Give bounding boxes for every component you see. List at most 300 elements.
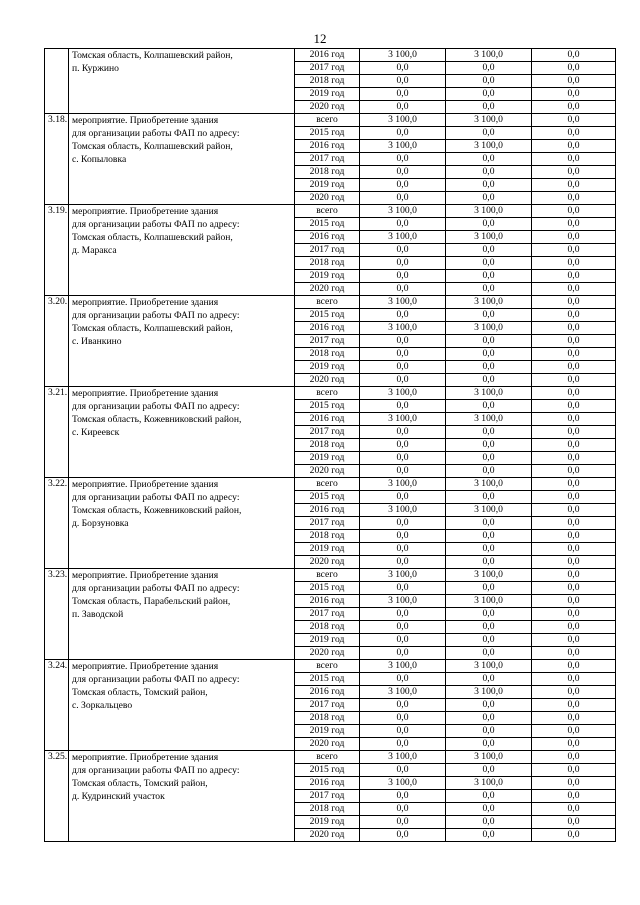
regional-budget-cell: 0,0 — [446, 75, 532, 88]
total-value-cell: 0,0 — [360, 75, 446, 88]
year-cell: 2015 год — [295, 764, 360, 777]
regional-budget-cell: 0,0 — [446, 361, 532, 374]
description-line: мероприятие. Приобретение здания — [72, 752, 219, 763]
total-value-cell: 3 100,0 — [360, 478, 446, 491]
year-cell: 2016 год — [295, 140, 360, 153]
regional-budget-cell: 3 100,0 — [446, 49, 532, 62]
regional-budget-cell: 3 100,0 — [446, 205, 532, 218]
description-line: с. Зоркальцево — [72, 700, 133, 711]
total-value-cell: 0,0 — [360, 452, 446, 465]
other-source-cell: 0,0 — [532, 348, 616, 361]
total-value-cell: 0,0 — [360, 101, 446, 114]
year-cell: всего — [295, 751, 360, 764]
description-line: мероприятие. Приобретение здания — [72, 570, 219, 581]
regional-budget-cell: 0,0 — [446, 257, 532, 270]
description-line: мероприятие. Приобретение здания — [72, 479, 219, 490]
other-source-cell: 0,0 — [532, 452, 616, 465]
other-source-cell: 0,0 — [532, 387, 616, 400]
year-cell: 2016 год — [295, 595, 360, 608]
year-cell: 2017 год — [295, 790, 360, 803]
total-value-cell: 0,0 — [360, 491, 446, 504]
other-source-cell: 0,0 — [532, 426, 616, 439]
total-value-cell: 0,0 — [360, 127, 446, 140]
description-line: п. Заводской — [72, 609, 124, 620]
total-value-cell: 0,0 — [360, 465, 446, 478]
description-line: с. Киреевск — [72, 427, 120, 438]
regional-budget-cell: 0,0 — [446, 582, 532, 595]
regional-budget-cell: 0,0 — [446, 816, 532, 829]
other-source-cell: 0,0 — [532, 530, 616, 543]
other-source-cell: 0,0 — [532, 309, 616, 322]
page-number: 12 — [313, 31, 327, 46]
year-cell: 2020 год — [295, 101, 360, 114]
year-cell: 2016 год — [295, 504, 360, 517]
item-number: 3.20. — [45, 296, 69, 387]
item-number: 3.25. — [45, 751, 69, 842]
year-cell: 2016 год — [295, 49, 360, 62]
total-value-cell: 0,0 — [360, 244, 446, 257]
other-source-cell: 0,0 — [532, 413, 616, 426]
description-line: мероприятие. Приобретение здания — [72, 297, 219, 308]
regional-budget-cell: 0,0 — [446, 725, 532, 738]
year-cell: всего — [295, 660, 360, 673]
description-line: мероприятие. Приобретение здания — [72, 388, 219, 399]
regional-budget-cell: 0,0 — [446, 153, 532, 166]
year-cell: 2020 год — [295, 647, 360, 660]
year-cell: 2020 год — [295, 374, 360, 387]
regional-budget-cell: 0,0 — [446, 270, 532, 283]
description-line: с. Копыловка — [72, 154, 127, 165]
other-source-cell: 0,0 — [532, 283, 616, 296]
total-value-cell: 0,0 — [360, 608, 446, 621]
regional-budget-cell: 0,0 — [446, 101, 532, 114]
other-source-cell: 0,0 — [532, 88, 616, 101]
regional-budget-cell: 3 100,0 — [446, 231, 532, 244]
description-line: для организации работы ФАП по адресу: — [72, 583, 240, 594]
other-source-cell: 0,0 — [532, 439, 616, 452]
other-source-cell: 0,0 — [532, 75, 616, 88]
description-line: д. Борзуновка — [72, 518, 129, 529]
budget-table-body — [45, 49, 616, 842]
regional-budget-cell: 3 100,0 — [446, 660, 532, 673]
regional-budget-cell: 0,0 — [446, 608, 532, 621]
other-source-cell: 0,0 — [532, 491, 616, 504]
regional-budget-cell: 0,0 — [446, 127, 532, 140]
budget-table — [44, 48, 616, 842]
description-line: мероприятие. Приобретение здания — [72, 661, 219, 672]
regional-budget-cell: 0,0 — [446, 166, 532, 179]
year-cell: 2020 год — [295, 465, 360, 478]
description-line: для организации работы ФАП по адресу: — [72, 765, 240, 776]
other-source-cell: 0,0 — [532, 699, 616, 712]
total-value-cell: 0,0 — [360, 556, 446, 569]
table-row — [45, 49, 616, 62]
item-number: 3.24. — [45, 660, 69, 751]
item-description — [69, 387, 295, 478]
total-value-cell: 0,0 — [360, 543, 446, 556]
table-row — [45, 569, 616, 582]
total-value-cell: 0,0 — [360, 179, 446, 192]
year-cell: 2015 год — [295, 218, 360, 231]
regional-budget-cell: 0,0 — [446, 712, 532, 725]
table-row — [45, 478, 616, 491]
regional-budget-cell: 3 100,0 — [446, 140, 532, 153]
other-source-cell: 0,0 — [532, 790, 616, 803]
regional-budget-cell: 0,0 — [446, 439, 532, 452]
other-source-cell: 0,0 — [532, 361, 616, 374]
regional-budget-cell: 3 100,0 — [446, 322, 532, 335]
other-source-cell: 0,0 — [532, 192, 616, 205]
description-line: Томская область, Томский район, — [72, 687, 208, 698]
year-cell: 2017 год — [295, 426, 360, 439]
table-row — [45, 114, 616, 127]
regional-budget-cell: 0,0 — [446, 426, 532, 439]
regional-budget-cell: 0,0 — [446, 283, 532, 296]
regional-budget-cell: 3 100,0 — [446, 751, 532, 764]
total-value-cell: 0,0 — [360, 738, 446, 751]
year-cell: 2016 год — [295, 777, 360, 790]
description-line: Томская область, Кожевниковский район, — [72, 505, 242, 516]
year-cell: 2015 год — [295, 582, 360, 595]
description-line: мероприятие. Приобретение здания — [72, 115, 219, 126]
total-value-cell: 0,0 — [360, 192, 446, 205]
year-cell: 2018 год — [295, 803, 360, 816]
regional-budget-cell: 0,0 — [446, 829, 532, 842]
other-source-cell: 0,0 — [532, 647, 616, 660]
other-source-cell: 0,0 — [532, 62, 616, 75]
regional-budget-cell: 0,0 — [446, 634, 532, 647]
regional-budget-cell: 0,0 — [446, 88, 532, 101]
regional-budget-cell: 0,0 — [446, 465, 532, 478]
description-line: д. Кудринский участок — [72, 791, 165, 802]
year-cell: 2018 год — [295, 75, 360, 88]
total-value-cell: 0,0 — [360, 335, 446, 348]
year-cell: 2019 год — [295, 88, 360, 101]
regional-budget-cell: 0,0 — [446, 738, 532, 751]
other-source-cell: 0,0 — [532, 205, 616, 218]
total-value-cell: 0,0 — [360, 634, 446, 647]
regional-budget-cell: 0,0 — [446, 309, 532, 322]
other-source-cell: 0,0 — [532, 296, 616, 309]
year-cell: 2019 год — [295, 361, 360, 374]
regional-budget-cell: 0,0 — [446, 400, 532, 413]
other-source-cell: 0,0 — [532, 686, 616, 699]
other-source-cell: 0,0 — [532, 517, 616, 530]
year-cell: 2017 год — [295, 335, 360, 348]
item-description — [69, 478, 295, 569]
total-value-cell: 3 100,0 — [360, 595, 446, 608]
year-cell: 2017 год — [295, 517, 360, 530]
other-source-cell: 0,0 — [532, 829, 616, 842]
item-number: 3.22. — [45, 478, 69, 569]
regional-budget-cell: 0,0 — [446, 647, 532, 660]
regional-budget-cell: 3 100,0 — [446, 387, 532, 400]
other-source-cell: 0,0 — [532, 738, 616, 751]
other-source-cell: 0,0 — [532, 153, 616, 166]
other-source-cell: 0,0 — [532, 478, 616, 491]
other-source-cell: 0,0 — [532, 231, 616, 244]
description-line: д. Маракса — [72, 245, 117, 256]
total-value-cell: 0,0 — [360, 374, 446, 387]
total-value-cell: 0,0 — [360, 270, 446, 283]
other-source-cell: 0,0 — [532, 634, 616, 647]
total-value-cell: 3 100,0 — [360, 413, 446, 426]
description-line: Томская область, Колпашевский район, — [72, 50, 233, 61]
total-value-cell: 0,0 — [360, 712, 446, 725]
total-value-cell: 3 100,0 — [360, 504, 446, 517]
other-source-cell: 0,0 — [532, 803, 616, 816]
total-value-cell: 3 100,0 — [360, 231, 446, 244]
year-cell: 2017 год — [295, 244, 360, 257]
other-source-cell: 0,0 — [532, 764, 616, 777]
other-source-cell: 0,0 — [532, 270, 616, 283]
regional-budget-cell: 0,0 — [446, 790, 532, 803]
other-source-cell: 0,0 — [532, 322, 616, 335]
year-cell: 2017 год — [295, 699, 360, 712]
description-line: для организации работы ФАП по адресу: — [72, 674, 240, 685]
other-source-cell: 0,0 — [532, 673, 616, 686]
total-value-cell: 0,0 — [360, 88, 446, 101]
year-cell: 2018 год — [295, 348, 360, 361]
other-source-cell: 0,0 — [532, 621, 616, 634]
total-value-cell: 0,0 — [360, 764, 446, 777]
item-number: 3.19. — [45, 205, 69, 296]
description-line: Томская область, Кожевниковский район, — [72, 414, 242, 425]
other-source-cell: 0,0 — [532, 608, 616, 621]
regional-budget-cell: 0,0 — [446, 192, 532, 205]
item-description — [69, 114, 295, 205]
regional-budget-cell: 0,0 — [446, 517, 532, 530]
table-row — [45, 660, 616, 673]
item-description — [69, 296, 295, 387]
total-value-cell: 3 100,0 — [360, 686, 446, 699]
year-cell: 2020 год — [295, 738, 360, 751]
total-value-cell: 0,0 — [360, 348, 446, 361]
year-cell: всего — [295, 296, 360, 309]
total-value-cell: 0,0 — [360, 829, 446, 842]
item-description — [69, 660, 295, 751]
other-source-cell: 0,0 — [532, 49, 616, 62]
description-line: для организации работы ФАП по адресу: — [72, 310, 240, 321]
year-cell: 2020 год — [295, 556, 360, 569]
year-cell: 2018 год — [295, 439, 360, 452]
item-number: 3.18. — [45, 114, 69, 205]
total-value-cell: 0,0 — [360, 647, 446, 660]
other-source-cell: 0,0 — [532, 543, 616, 556]
regional-budget-cell: 0,0 — [446, 452, 532, 465]
total-value-cell: 0,0 — [360, 621, 446, 634]
year-cell: 2019 год — [295, 543, 360, 556]
other-source-cell: 0,0 — [532, 101, 616, 114]
other-source-cell: 0,0 — [532, 179, 616, 192]
regional-budget-cell: 0,0 — [446, 803, 532, 816]
total-value-cell: 0,0 — [360, 816, 446, 829]
regional-budget-cell: 3 100,0 — [446, 413, 532, 426]
year-cell: 2015 год — [295, 491, 360, 504]
total-value-cell: 3 100,0 — [360, 660, 446, 673]
other-source-cell: 0,0 — [532, 660, 616, 673]
year-cell: 2015 год — [295, 127, 360, 140]
year-cell: 2016 год — [295, 686, 360, 699]
year-cell: 2018 год — [295, 712, 360, 725]
total-value-cell: 0,0 — [360, 257, 446, 270]
regional-budget-cell: 3 100,0 — [446, 296, 532, 309]
other-source-cell: 0,0 — [532, 569, 616, 582]
regional-budget-cell: 3 100,0 — [446, 504, 532, 517]
regional-budget-cell: 0,0 — [446, 673, 532, 686]
regional-budget-cell: 0,0 — [446, 556, 532, 569]
other-source-cell: 0,0 — [532, 400, 616, 413]
regional-budget-cell: 0,0 — [446, 530, 532, 543]
regional-budget-cell: 3 100,0 — [446, 686, 532, 699]
description-line: Томская область, Томский район, — [72, 778, 208, 789]
regional-budget-cell: 0,0 — [446, 348, 532, 361]
total-value-cell: 0,0 — [360, 699, 446, 712]
total-value-cell: 3 100,0 — [360, 140, 446, 153]
total-value-cell: 0,0 — [360, 530, 446, 543]
table-row — [45, 751, 616, 764]
year-cell: всего — [295, 569, 360, 582]
total-value-cell: 0,0 — [360, 582, 446, 595]
regional-budget-cell: 3 100,0 — [446, 114, 532, 127]
total-value-cell: 3 100,0 — [360, 114, 446, 127]
other-source-cell: 0,0 — [532, 140, 616, 153]
total-value-cell: 0,0 — [360, 283, 446, 296]
other-source-cell: 0,0 — [532, 751, 616, 764]
regional-budget-cell: 0,0 — [446, 62, 532, 75]
other-source-cell: 0,0 — [532, 816, 616, 829]
year-cell: 2020 год — [295, 192, 360, 205]
total-value-cell: 0,0 — [360, 790, 446, 803]
year-cell: 2020 год — [295, 283, 360, 296]
description-line: для организации работы ФАП по адресу: — [72, 492, 240, 503]
regional-budget-cell: 0,0 — [446, 218, 532, 231]
year-cell: 2016 год — [295, 413, 360, 426]
total-value-cell: 3 100,0 — [360, 569, 446, 582]
regional-budget-cell: 0,0 — [446, 543, 532, 556]
other-source-cell: 0,0 — [532, 725, 616, 738]
other-source-cell: 0,0 — [532, 595, 616, 608]
total-value-cell: 3 100,0 — [360, 777, 446, 790]
table-row — [45, 205, 616, 218]
year-cell: 2018 год — [295, 530, 360, 543]
regional-budget-cell: 3 100,0 — [446, 595, 532, 608]
description-line: для организации работы ФАП по адресу: — [72, 219, 240, 230]
description-line: Томская область, Колпашевский район, — [72, 232, 233, 243]
year-cell: всего — [295, 205, 360, 218]
regional-budget-cell: 0,0 — [446, 244, 532, 257]
year-cell: 2015 год — [295, 400, 360, 413]
year-cell: 2019 год — [295, 179, 360, 192]
other-source-cell: 0,0 — [532, 465, 616, 478]
total-value-cell: 0,0 — [360, 166, 446, 179]
total-value-cell: 0,0 — [360, 62, 446, 75]
regional-budget-cell: 3 100,0 — [446, 777, 532, 790]
table-row — [45, 387, 616, 400]
other-source-cell: 0,0 — [532, 777, 616, 790]
other-source-cell: 0,0 — [532, 335, 616, 348]
description-line: п. Куржино — [72, 63, 119, 74]
table-row — [45, 296, 616, 309]
description-line: с. Иванкино — [72, 336, 122, 347]
regional-budget-cell: 3 100,0 — [446, 478, 532, 491]
other-source-cell: 0,0 — [532, 504, 616, 517]
regional-budget-cell: 0,0 — [446, 699, 532, 712]
item-number — [45, 49, 69, 114]
regional-budget-cell: 3 100,0 — [446, 569, 532, 582]
total-value-cell: 0,0 — [360, 517, 446, 530]
total-value-cell: 3 100,0 — [360, 322, 446, 335]
item-number: 3.23. — [45, 569, 69, 660]
description-line: Томская область, Парабельский район, — [72, 596, 231, 607]
total-value-cell: 0,0 — [360, 439, 446, 452]
total-value-cell: 3 100,0 — [360, 49, 446, 62]
description-line: для организации работы ФАП по адресу: — [72, 128, 240, 139]
total-value-cell: 0,0 — [360, 725, 446, 738]
year-cell: всего — [295, 114, 360, 127]
description-line: Томская область, Колпашевский район, — [72, 141, 233, 152]
total-value-cell: 3 100,0 — [360, 205, 446, 218]
other-source-cell: 0,0 — [532, 374, 616, 387]
total-value-cell: 0,0 — [360, 361, 446, 374]
regional-budget-cell: 0,0 — [446, 621, 532, 634]
regional-budget-cell: 0,0 — [446, 179, 532, 192]
year-cell: 2018 год — [295, 257, 360, 270]
total-value-cell: 0,0 — [360, 309, 446, 322]
year-cell: 2019 год — [295, 634, 360, 647]
item-description — [69, 49, 295, 114]
item-description — [69, 205, 295, 296]
year-cell: 2017 год — [295, 153, 360, 166]
total-value-cell: 0,0 — [360, 400, 446, 413]
total-value-cell: 0,0 — [360, 803, 446, 816]
other-source-cell: 0,0 — [532, 166, 616, 179]
year-cell: 2019 год — [295, 725, 360, 738]
other-source-cell: 0,0 — [532, 244, 616, 257]
regional-budget-cell: 0,0 — [446, 491, 532, 504]
regional-budget-cell: 0,0 — [446, 374, 532, 387]
total-value-cell: 0,0 — [360, 153, 446, 166]
total-value-cell: 3 100,0 — [360, 387, 446, 400]
year-cell: 2019 год — [295, 816, 360, 829]
regional-budget-cell: 0,0 — [446, 335, 532, 348]
item-description — [69, 751, 295, 842]
description-line: Томская область, Колпашевский район, — [72, 323, 233, 334]
total-value-cell: 0,0 — [360, 218, 446, 231]
year-cell: всего — [295, 387, 360, 400]
item-description — [69, 569, 295, 660]
year-cell: 2018 год — [295, 166, 360, 179]
other-source-cell: 0,0 — [532, 257, 616, 270]
other-source-cell: 0,0 — [532, 582, 616, 595]
year-cell: 2016 год — [295, 231, 360, 244]
other-source-cell: 0,0 — [532, 114, 616, 127]
other-source-cell: 0,0 — [532, 127, 616, 140]
other-source-cell: 0,0 — [532, 218, 616, 231]
item-number: 3.21. — [45, 387, 69, 478]
total-value-cell: 0,0 — [360, 426, 446, 439]
year-cell: 2015 год — [295, 309, 360, 322]
total-value-cell: 3 100,0 — [360, 296, 446, 309]
year-cell: 2016 год — [295, 322, 360, 335]
description-line: для организации работы ФАП по адресу: — [72, 401, 240, 412]
year-cell: 2020 год — [295, 829, 360, 842]
other-source-cell: 0,0 — [532, 556, 616, 569]
year-cell: 2015 год — [295, 673, 360, 686]
year-cell: 2019 год — [295, 452, 360, 465]
other-source-cell: 0,0 — [532, 712, 616, 725]
year-cell: всего — [295, 478, 360, 491]
